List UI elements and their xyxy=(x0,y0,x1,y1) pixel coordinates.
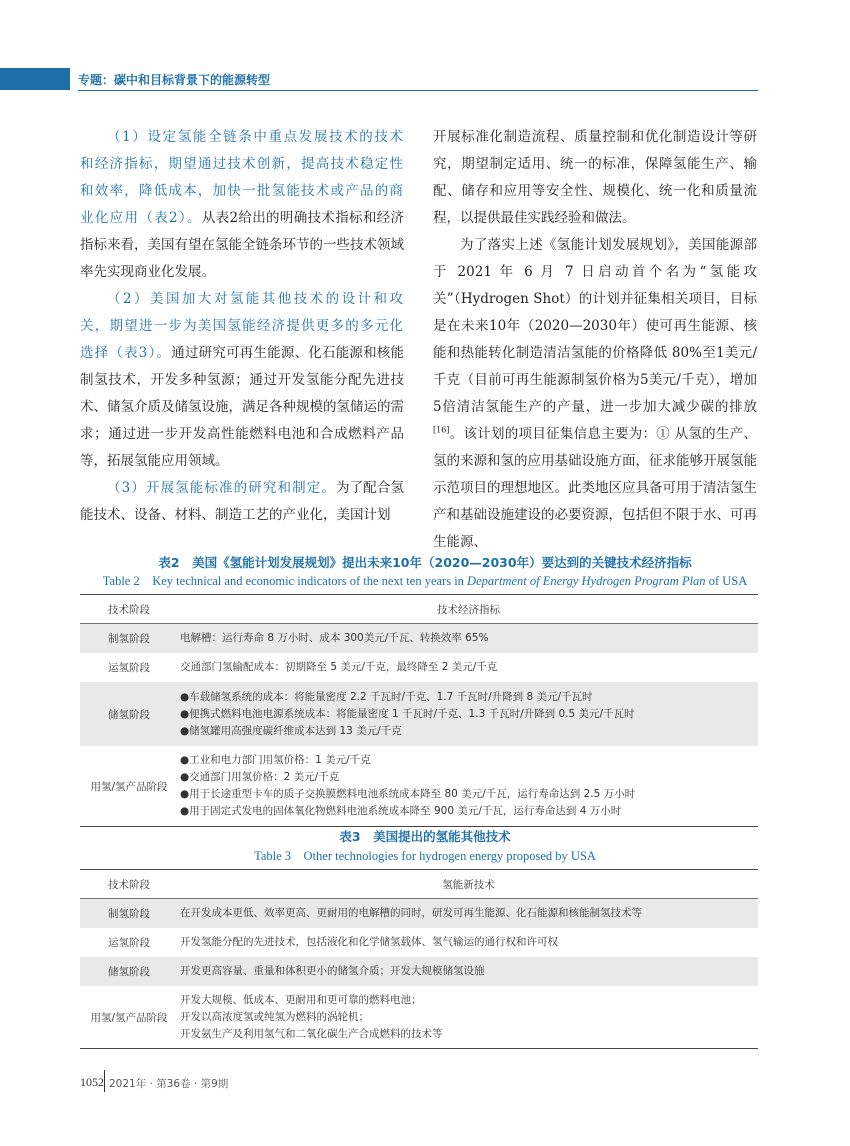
right-p2-text: 为了落实上述《氢能计划发展规划》，美国能源部于 2021 年 6 月 7 日启动首个名为“氢能攻关”（Hydrogen Shot）的计划并征集相关项目，目标是在未来10年（2020—2030年）使可再生能源、核能和热能转化制造清洁氢能的价格降低 80%至1美元/千克（目前可再生能源制氢价格为5美元/千克），增加5倍清洁氢能生产的产量，进一步加大减少碳的排放 xyxy=(433,237,757,415)
table-line: 开发氨生产及利用氢气和二氧化碳生产合成燃料的技术等 xyxy=(180,1027,443,1040)
left-paragraph-3 xyxy=(80,475,404,529)
left-paragraph-1 xyxy=(80,124,404,286)
table-cell-content xyxy=(178,986,758,1049)
table-cell-stage: 储氢阶段 xyxy=(80,957,178,986)
point-2-text: 通过研究可再生能源、化石能源和核能制氢技术，开发多种氢源；通过开发氢能分配先进技术、储氢介质及储氢设施，满足各种规模的氢储运的需求；通过进一步开发高性能燃料电池和合成燃料产品等，拓展氢能应用领域。 xyxy=(80,345,405,469)
table-cell-stage: 运氢阶段 xyxy=(108,662,150,674)
table2 xyxy=(80,594,758,827)
table-cell-content xyxy=(178,899,758,929)
table3-caption-en: Table 3 Other technologies for hydrogen energy proposed by USA xyxy=(254,849,596,863)
table-row xyxy=(80,653,758,682)
left-paragraph-2 xyxy=(80,286,404,475)
page-number: 1052 xyxy=(80,1075,104,1089)
footer-divider xyxy=(104,1070,105,1092)
table-line: ●用于固定式发电的固体氧化物燃料电池系统成本降至 900 美元/千瓦，运行寿命达到 4 万小时 xyxy=(180,805,622,817)
table-row xyxy=(80,624,758,654)
point-3-heading: （3）开展氢能标准的研究和制定。 xyxy=(107,480,337,496)
header-accent-bar xyxy=(0,68,70,90)
table-line: ●车载储氢系统的成本：将能量密度 2.2 千瓦时/千克、1.7 千瓦时/升降到 8 美元/千瓦时 xyxy=(180,690,593,703)
table2-header-indicator: 技术经济指标 xyxy=(178,595,758,624)
table-row xyxy=(80,957,758,986)
table2-caption-en-em: Department of Energy Hydrogen Program Plan xyxy=(467,574,706,588)
table-row xyxy=(80,682,758,746)
table-line: 在开发成本更低、效率更高、更耐用的电解槽的同时，研发可再生能源、化石能源和核能制氢技术等 xyxy=(180,907,642,919)
table-line: 开发更高容量、重量和体积更小的储氢介质；开发大规模储氢设施 xyxy=(180,965,485,977)
table3 xyxy=(80,869,758,1049)
table-row xyxy=(80,899,758,929)
right-column xyxy=(433,124,757,556)
citation-ref[interactable]: [16] xyxy=(433,425,450,435)
table-line: ●储氢罐用高强度碳纤维成本达到 13 美元/千克 xyxy=(180,724,402,737)
right-paragraph-1: 开展标准化制造流程、质量控制和优化制造设计等研究，期望制定适用、统一的标准，保障氢能生产、输配、储存和应用等安全性、规模化、统一化和质量流程，以提供最佳实践经验和做法。 xyxy=(433,129,757,226)
table3-header-tech: 氢能新技术 xyxy=(178,870,758,899)
table-cell-stage: 运氢阶段 xyxy=(108,937,150,949)
table-line: 开发以高浓度氢或纯氢为燃料的涡轮机； xyxy=(180,1010,369,1023)
table-line: 交通部门氢输配成本：初期降至 5 美元/千克，最终降至 2 美元/千克 xyxy=(180,661,498,673)
table-line: ●用于长途重型卡车的质子交换膜燃料电池系统成本降至 80 美元/千瓦，运行寿命达到 2.5 万小时 xyxy=(180,788,636,800)
table-line: 开发大规模、低成本、更耐用和更可靠的燃料电池； xyxy=(180,993,422,1006)
table-cell-content xyxy=(178,653,758,682)
issue-info: 2021年 · 第36卷 · 第9期 xyxy=(109,1078,229,1090)
point-1-text: 从表2给出的明确技术指标和经济指标来看，美国有望在氢能全链条环节的一些技术领域率先实现商业化发展。 xyxy=(80,210,405,280)
table3-header-row xyxy=(80,870,758,899)
table-cell-stage: 用氢/氢产品阶段 xyxy=(80,986,178,1049)
left-column xyxy=(80,124,404,529)
point-2-heading: （2）美国加大对氢能其他技术的设计和攻关，期望进一步为美国氢能经济提供更多的多元化选择（表3）。 xyxy=(80,291,404,361)
header-rule xyxy=(78,90,758,91)
table2-caption-en xyxy=(0,571,850,589)
table3-caption-zh: 表3 美国提出的氢能其他技术 xyxy=(339,829,511,844)
section-title: 专题：碳中和目标背景下的能源转型 xyxy=(78,73,271,87)
table-cell-content xyxy=(178,928,758,957)
point-1-heading: （1）设定氢能全链条中重点发展技术的技术和经济指标，期望通过技术创新，提高技术稳定性和效率，降低成本，加快一批氢能技术或产品的商业化应用（表2）。 xyxy=(80,129,404,226)
table-row xyxy=(80,986,758,1049)
table-line: ●交通部门用氢价格：2 美元/千克 xyxy=(180,771,340,783)
right-paragraph-2 xyxy=(433,232,757,556)
table-cell-stage: 制氢阶段 xyxy=(80,899,178,929)
point-3-text: 为了配合氢能技术、设备、材料、制造工艺的产业化，美国计划 xyxy=(80,480,404,523)
table2-caption-en-pre: Table 2 Key technical and economic indicators of the next ten years in xyxy=(102,574,468,588)
table-cell-content xyxy=(178,746,758,827)
table-cell-content xyxy=(178,682,758,746)
table-row xyxy=(80,746,758,827)
table-line: 电解槽：运行寿命 8 万小时、成本 300美元/千瓦、转换效率 65% xyxy=(180,632,489,644)
table2-caption-en-post: of USA xyxy=(705,574,748,588)
table2-header-row xyxy=(80,595,758,624)
table-cell-stage: 储氢阶段 xyxy=(80,682,178,746)
right-p2-tail: 。该计划的项目征集信息主要为：① 从氢的生产、氢的来源和氢的应用基础设施方面，征求能够开展氢能示范项目的理想地区。此类地区应具备可用于清洁氢生产和基础设施建设的必要资源，包括但不限于水、可再生能源、 xyxy=(433,426,757,550)
table2-caption-zh: 表2 美国《氢能计划发展规划》提出未来10年（2020—2030年）要达到的关键技术经济指标 xyxy=(158,555,692,570)
table-line: ●便携式燃料电池电源系统成本：将能量密度 1 千瓦时/千克、1.3 千瓦时/升降到 0.5 美元/千瓦时 xyxy=(180,707,635,720)
table-row xyxy=(80,928,758,957)
table-cell-stage: 用氢/氢产品阶段 xyxy=(80,746,178,827)
table3-header-stage: 技术阶段 xyxy=(80,870,178,899)
table-cell-content xyxy=(178,957,758,986)
table-cell-content xyxy=(178,624,758,654)
table-line: 开发氢能分配的先进技术，包括液化和化学储氢载体、氢气输运的通行权和许可权 xyxy=(180,936,558,948)
table-line: ●工业和电力部门用氢价格：1 美元/千克 xyxy=(180,754,371,766)
table-cell-stage: 制氢阶段 xyxy=(80,624,178,654)
table2-header-stage: 技术阶段 xyxy=(80,595,178,624)
